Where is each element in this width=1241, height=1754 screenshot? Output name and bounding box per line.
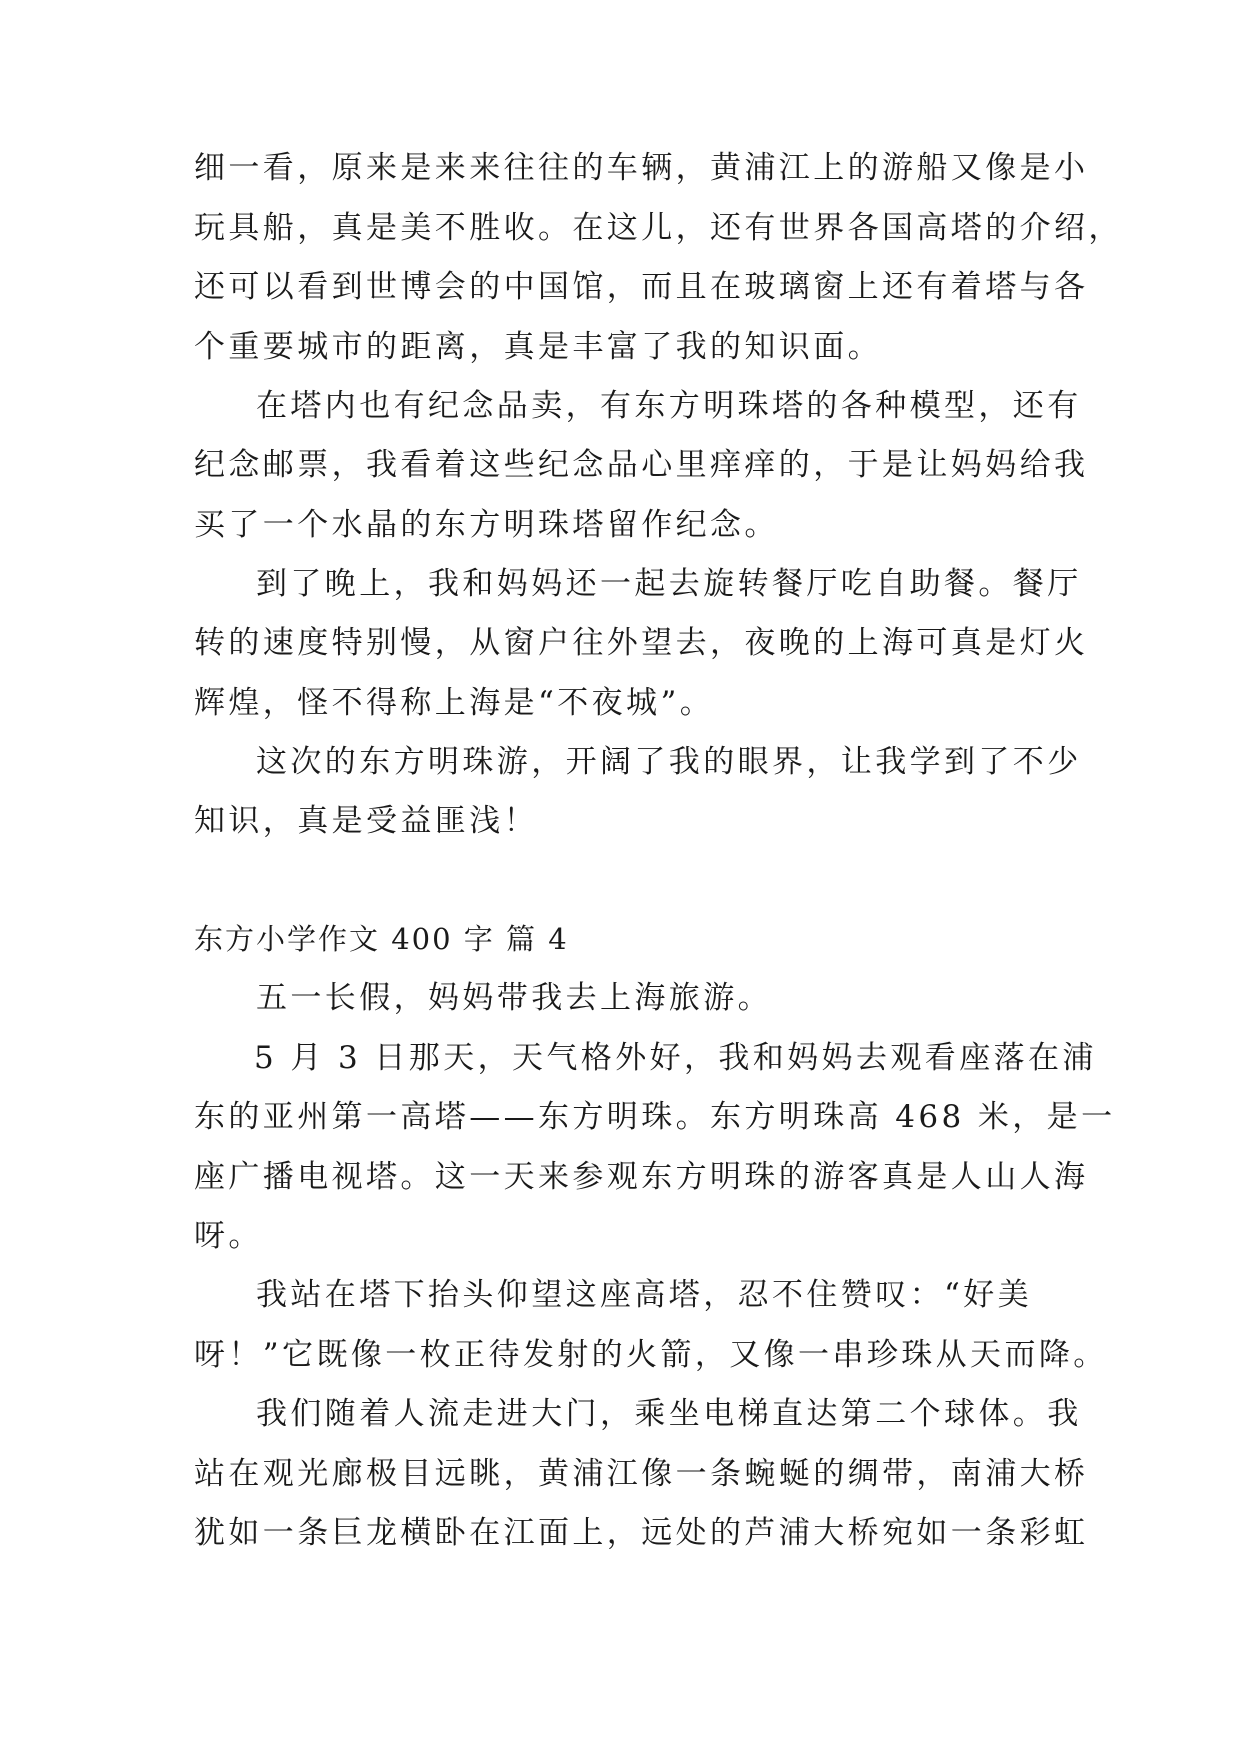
text-line: 这次的东方明珠游，开阔了我的眼界，让我学到了不少 bbox=[256, 744, 1082, 780]
text-line: 站在观光廊极目远眺，黄浦江像一条蜿蜒的绸带，南浦大桥 bbox=[194, 1456, 1089, 1492]
text-line: 座广播电视塔。这一天来参观东方明珠的游客真是人山人海 bbox=[194, 1159, 1089, 1195]
text-line: 到了晚上，我和妈妈还一起去旋转餐厅吃自助餐。餐厅 bbox=[256, 566, 1082, 602]
text-line: 辉煌，怪不得称上海是“不夜城”。 bbox=[194, 685, 715, 721]
text-line: 我站在塔下抬头仰望这座高塔，忍不住赞叹：“好美 bbox=[256, 1277, 1033, 1313]
text-line: 在塔内也有纪念品卖，有东方明珠塔的各种模型，还有 bbox=[256, 388, 1082, 424]
text-line: 知识，真是受益匪浅！ bbox=[194, 803, 538, 839]
text-line: 呀。 bbox=[194, 1218, 263, 1254]
section-heading: 东方小学作文 400 字 篇 4 bbox=[194, 922, 569, 956]
text-line: 还可以看到世博会的中国馆，而且在玻璃窗上还有着塔与各 bbox=[194, 269, 1089, 305]
text-line: 东的亚州第一高塔——东方明珠。东方明珠高 468 米，是一 bbox=[194, 1099, 1116, 1135]
text-line: 纪念邮票，我看着这些纪念品心里痒痒的，于是让妈妈给我 bbox=[194, 447, 1089, 483]
text-line: 细一看，原来是来来往往的车辆，黄浦江上的游船又像是小 bbox=[194, 150, 1089, 186]
text-line: 5 月 3 日那天，天气格外好，我和妈妈去观看座落在浦 bbox=[254, 1040, 1097, 1076]
text-line: 我们随着人流走进大门，乘坐电梯直达第二个球体。我 bbox=[256, 1396, 1082, 1432]
text-line: 转的速度特别慢，从窗户往外望去，夜晚的上海可真是灯火 bbox=[194, 625, 1089, 661]
text-line: 玩具船，真是美不胜收。在这儿，还有世界各国高塔的介绍， bbox=[194, 210, 1123, 246]
text-line: 呀！”它既像一枚正待发射的火箭，又像一串珍珠从天而降。 bbox=[194, 1337, 1108, 1373]
text-line: 个重要城市的距离，真是丰富了我的知识面。 bbox=[194, 329, 882, 365]
text-line: 犹如一条巨龙横卧在江面上，远处的芦浦大桥宛如一条彩虹 bbox=[194, 1515, 1089, 1551]
text-line: 买了一个水晶的东方明珠塔留作纪念。 bbox=[194, 507, 779, 543]
text-line: 五一长假，妈妈带我去上海旅游。 bbox=[256, 980, 772, 1016]
